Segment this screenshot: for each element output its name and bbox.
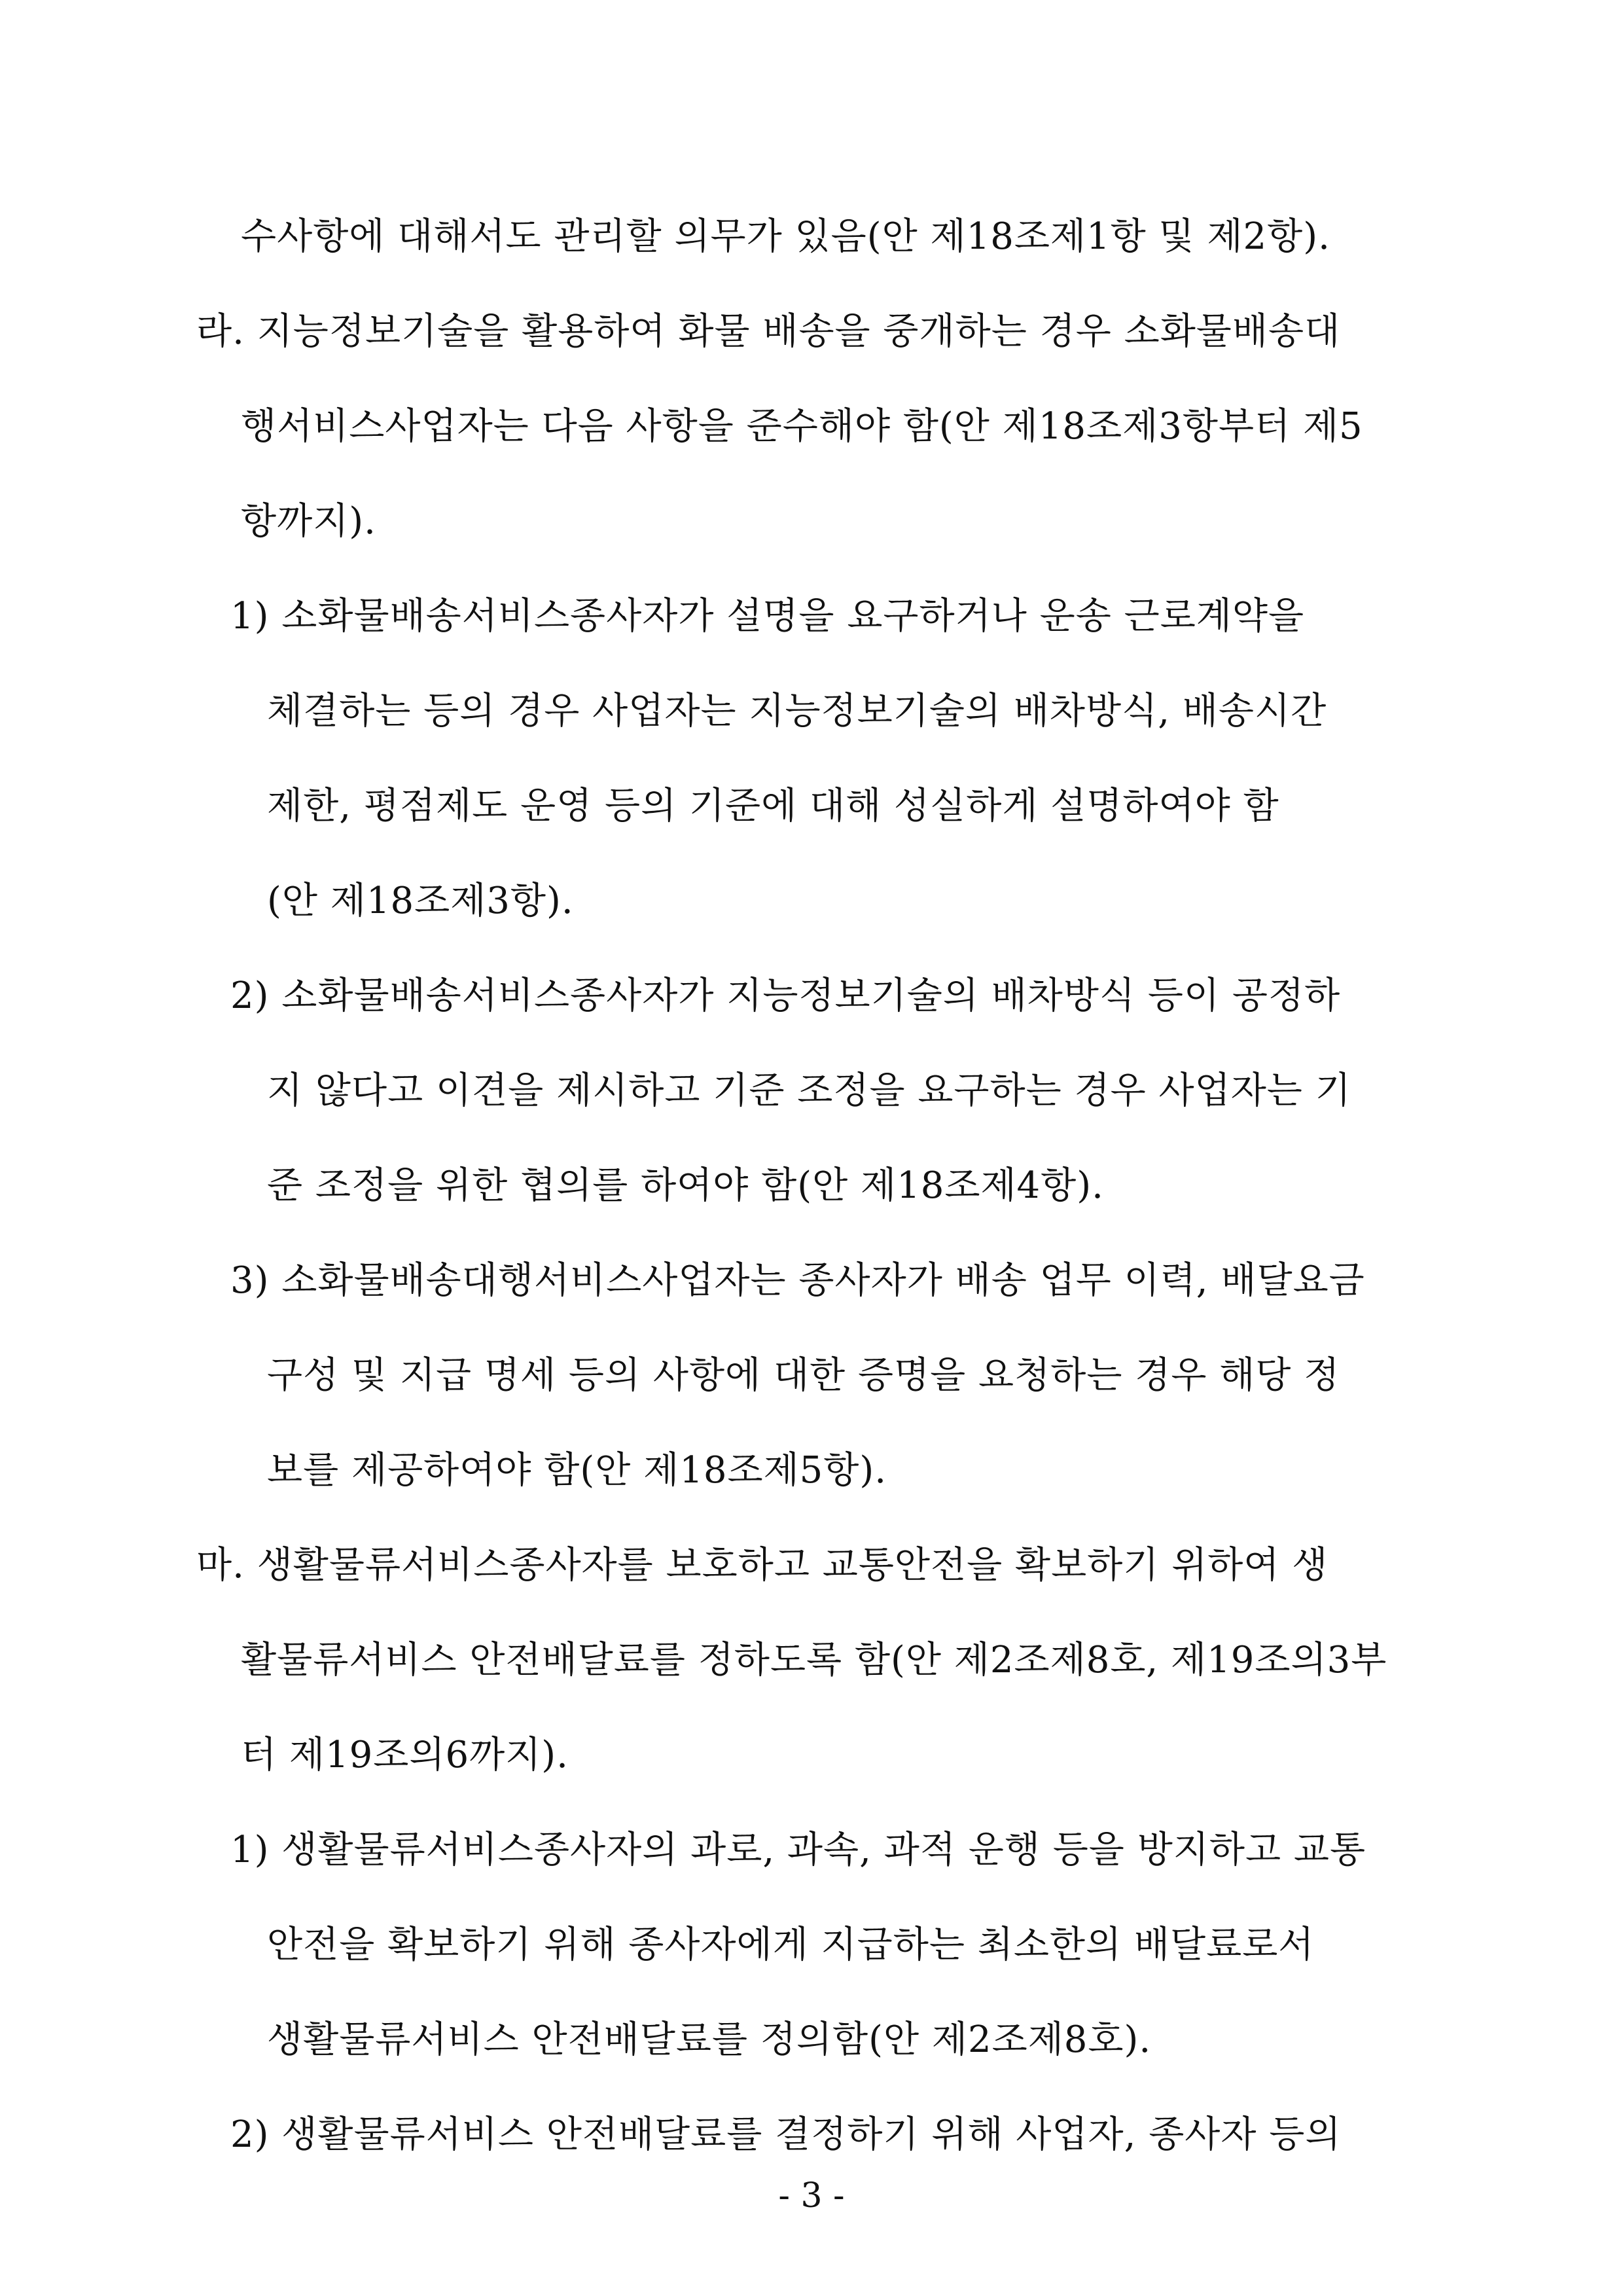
text-line: (안 제18조제3항). — [267, 880, 574, 922]
text-line: 활물류서비스 안전배달료를 정하도록 함(안 제2조제8호, 제19조의3부 — [241, 1639, 1387, 1681]
text-line: 생활물류서비스 안전배달료를 정의함(안 제2조제8호). — [267, 2018, 1152, 2061]
list-item-2: 2) 소화물배송서비스종사자가 지능정보기술의 배차방식 등이 공정하 — [230, 975, 1341, 1017]
page-number: - 3 - — [778, 2176, 845, 2215]
list-item-3: 3) 소화물배송대행서비스사업자는 종사자가 배송 업무 이력, 배달요금 — [230, 1259, 1365, 1302]
text-line: 준 조정을 위한 협의를 하여야 함(안 제18조제4항). — [267, 1164, 1104, 1207]
list-item-1: 1) 생활물류서비스종사자의 과로, 과속, 과적 운행 등을 방지하고 교통 — [230, 1829, 1366, 1871]
text-line: 구성 및 지급 명세 등의 사항에 대한 증명을 요청하는 경우 해당 정 — [267, 1354, 1340, 1397]
text-line: 제한, 평점제도 운영 등의 기준에 대해 성실하게 설명하여야 함 — [267, 785, 1279, 827]
text-line: 보를 제공하여야 함(안 제18조제5항). — [267, 1449, 887, 1492]
text-line: 지 않다고 이견을 제시하고 기준 조정을 요구하는 경우 사업자는 기 — [267, 1069, 1351, 1112]
text-line: 체결하는 등의 경우 사업자는 지능정보기술의 배차방식, 배송시간 — [267, 690, 1327, 732]
text-line: 항까지). — [241, 500, 376, 543]
text-line: 안전을 확보하기 위해 종사자에게 지급하는 최소한의 배달료로서 — [267, 1924, 1315, 1966]
list-item-2: 2) 생활물류서비스 안전배달료를 결정하기 위해 사업자, 종사자 등의 — [230, 2113, 1342, 2156]
section-heading-ra: 라. 지능정보기술을 활용하여 화물 배송을 중개하는 경우 소화물배송대 — [196, 310, 1341, 353]
text-line: 수사항에 대해서도 관리할 의무가 있음(안 제18조제1항 및 제2항). — [241, 215, 1330, 258]
list-item-1: 1) 소화물배송서비스종사자가 설명을 요구하거나 운송 근로계약을 — [230, 595, 1305, 637]
section-heading-ma: 마. 생활물류서비스종사자를 보호하고 교통안전을 확보하기 위하여 생 — [196, 1544, 1329, 1587]
text-line: 터 제19조의6까지). — [241, 1734, 569, 1776]
text-line: 행서비스사업자는 다음 사항을 준수해야 함(안 제18조제3항부터 제5 — [241, 405, 1363, 448]
